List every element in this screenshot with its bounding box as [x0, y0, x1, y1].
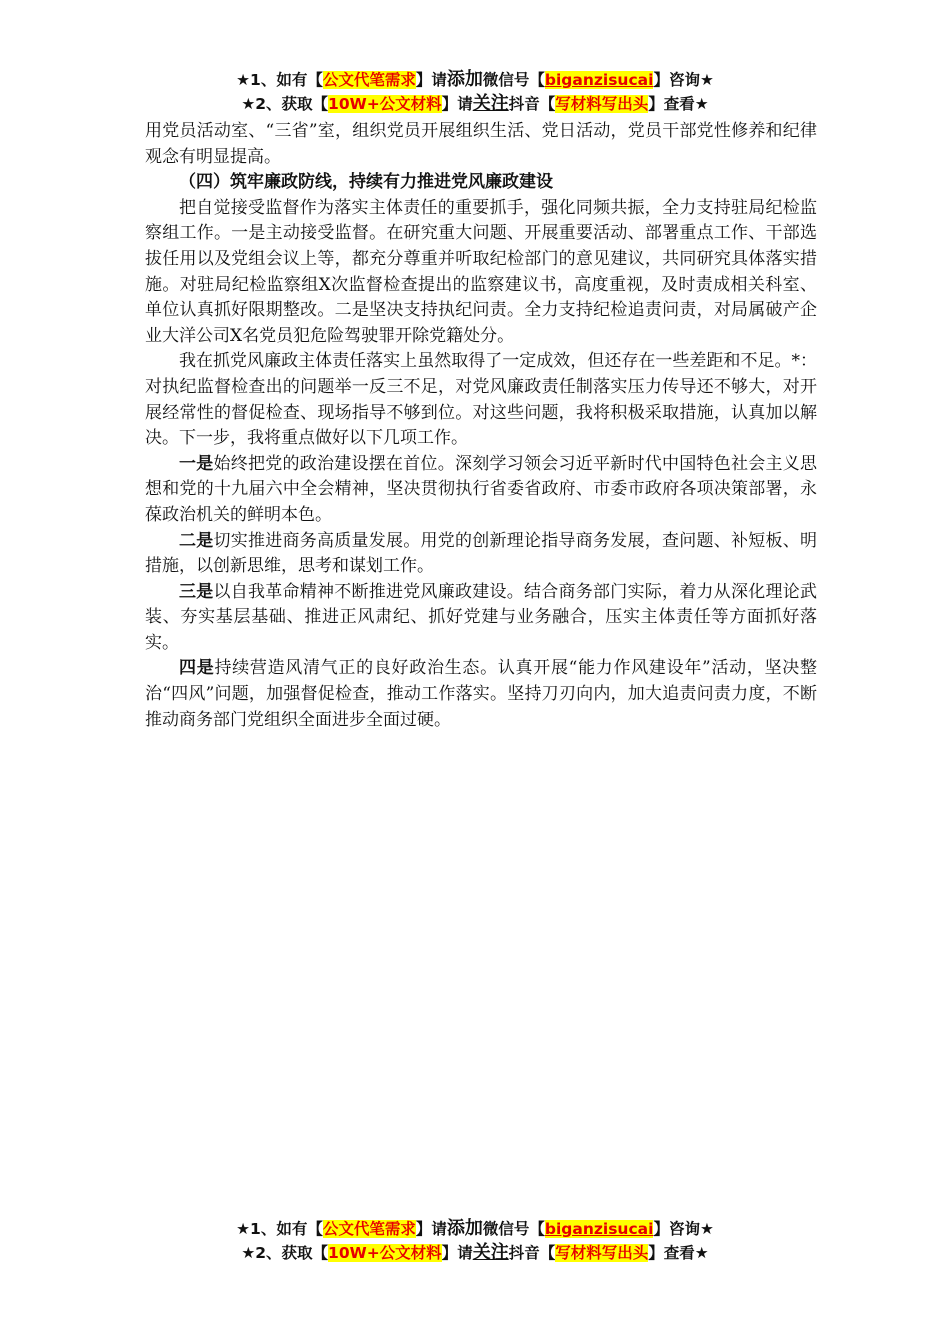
banner-text: 微信号【: [482, 71, 545, 89]
banner-text: 】请: [441, 95, 473, 113]
item-lead: 一是: [179, 453, 214, 474]
banner-text: 】查看★: [648, 95, 709, 113]
banner-text: ★2、获取【: [241, 1244, 329, 1262]
item-lead: 三是: [179, 581, 214, 602]
banner-emphasis: 添加: [446, 1218, 483, 1239]
banner-text: ★1、如有【: [236, 1220, 323, 1238]
banner-line-2: [0, 92, 950, 116]
banner-text: 】查看★: [648, 1244, 709, 1262]
banner-wechat-id: biganzisucai: [544, 71, 654, 89]
item-text: 持续营造风清气正的良好政治生态。认真开展“能力作风建设年”活动，坚决整治“四风”问题，加强督促检查，推动工作落实。坚持刀刃向内，加大追责问责力度，不断推动商务部门党组织全面进步全面过硬。: [145, 658, 818, 730]
banner-text: 】请: [415, 71, 447, 89]
banner-text: 】咨询★: [653, 1220, 714, 1238]
banner-text: 】咨询★: [653, 71, 714, 89]
item-lead: 二是: [179, 530, 214, 551]
banner-highlight: 10W+公文材料: [328, 95, 442, 113]
paragraph-continued: 用党员活动室、“三省”室，组织党员开展组织生活、党日活动，党员干部党性修养和纪律观念有明显提高。: [145, 121, 817, 167]
banner-text: 抖音【: [508, 1244, 556, 1262]
banner-text: 微信号【: [482, 1220, 545, 1238]
banner-highlight: 10W+公文材料: [328, 1244, 442, 1262]
top-banner: [0, 68, 950, 116]
banner-highlight: 公文代笔需求: [322, 71, 416, 89]
banner-text: ★2、获取【: [241, 95, 329, 113]
list-item: [145, 529, 817, 580]
banner-highlight: 写材料写出头: [555, 95, 649, 113]
banner-text: ★1、如有【: [236, 71, 323, 89]
banner-line-1: [0, 1217, 950, 1241]
banner-emphasis: 关注: [472, 1242, 509, 1263]
paragraph-shortcomings: 我在抓党风廉政主体责任落实上虽然取得了一定成效，但还存在一些差距和不足。*：对执纪监督检查出的问题举一反三不足，对党风廉政责任制落实压力传导还不够大，对开展经常性的督促检查、现场指导不够到位。对这些问题，我将积极采取措施，认真加以解决。下一步，我将重点做好以下几项工作。: [145, 351, 817, 449]
banner-highlight: 公文代笔需求: [322, 1220, 416, 1238]
list-item: [145, 656, 817, 733]
item-text: 切实推进商务高质量发展。用党的创新理论指导商务发展，查问题、补短板、明措施，以创新思维，思考和谋划工作。: [145, 530, 817, 577]
banner-text: 】请: [441, 1244, 473, 1262]
banner-text: 抖音【: [508, 95, 556, 113]
bottom-banner: [0, 1217, 950, 1265]
list-item: [145, 452, 817, 529]
paragraph-supervision: 把自觉接受监督作为落实主体责任的重要抓手，强化同频共振，全力支持驻局纪检监察组工作。一是主动接受监督。在研究重大问题、开展重要活动、部署重点工作、干部选拔任用以及党组会议上等，都充分尊重并听取纪检部门的意见建议，共同研究具体落实措施。对驻局纪检监察组X次监督检查提出的监察建议书，高度重视，及时责成相关科室、单位认真抓好限期整改。二是坚决支持执纪问责。全力支持纪检追责问责，对局属破产企业大洋公司X名党员犯危险驾驶罪开除党籍处分。: [145, 197, 817, 346]
banner-highlight: 写材料写出头: [555, 1244, 649, 1262]
item-text: 始终把党的政治建设摆在首位。深刻学习领会习近平新时代中国特色社会主义思想和党的十九届六中全会精神，坚决贯彻执行省委省政府、市委市政府各项决策部署，永葆政治机关的鲜明本色。: [145, 453, 817, 525]
document-body: [145, 119, 817, 733]
item-lead: 四是: [179, 658, 215, 679]
item-text: 以自我革命精神不断推进党风廉政建设。结合商务部门实际，着力从深化理论武装、夯实基层基础、推进正风肃纪、抓好党建与业务融合，压实主体责任等方面抓好落实。: [145, 581, 817, 653]
banner-emphasis: 关注: [472, 93, 509, 114]
banner-line-1: [0, 68, 950, 92]
list-item: [145, 580, 817, 657]
banner-emphasis: 添加: [446, 69, 483, 90]
banner-text: 】请: [415, 1220, 447, 1238]
section-heading: （四）筑牢廉政防线，持续有力推进党风廉政建设: [179, 172, 553, 193]
banner-line-2: [0, 1241, 950, 1265]
banner-wechat-id: biganzisucai: [544, 1220, 654, 1238]
